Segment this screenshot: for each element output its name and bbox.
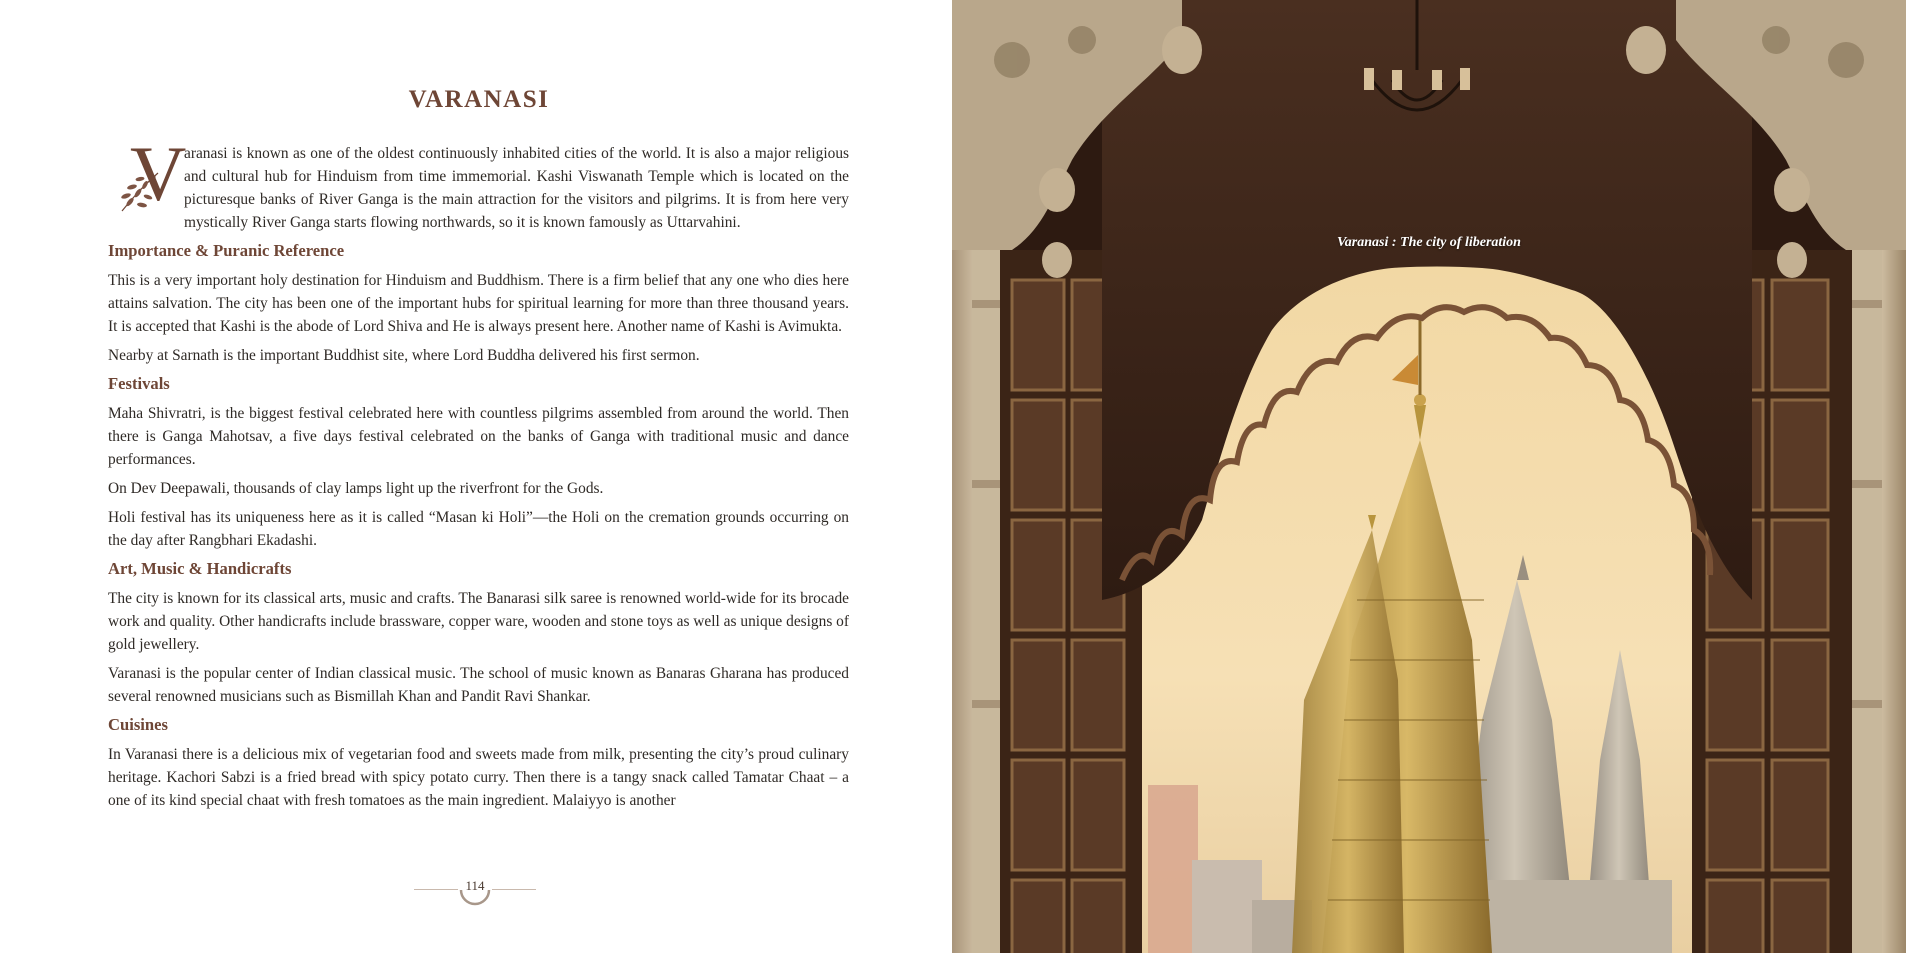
paragraph: Maha Shivratri, is the biggest festival celebrated here with countless pilgrims assembled from around the world. Then there is Ganga Mahotsav, a five days festival celebrated on the banks of Ganga with traditional music and dance performances.: [108, 405, 849, 468]
page-title: VARANASI: [408, 86, 550, 113]
page-number: 114: [465, 878, 485, 893]
paragraph: Varanasi is the popular center of Indian classical music. The school of music known as Banaras Gharana has produced several renowned musicians such as Bismillah Khan and Pandit Ravi Shankar.: [108, 665, 849, 705]
intro-text: aranasi is known as one of the oldest continuously inhabited cities of the world. It is also a major religious and cultural hub for Hinduism from time immemorial. Kashi Viswanath Temple which is located on the picturesque banks of River Ganga is the main attraction for the visitors and pilgrims. It is from here very mystically River Ganga starts flowing northwards, so it is known famously as Uttarvahini.: [184, 145, 849, 231]
paragraph: Nearby at Sarnath is the important Buddhist site, where Lord Buddha delivered his first sermon.: [108, 347, 700, 364]
section-heading-art-music: Art, Music & Handicrafts: [108, 559, 292, 578]
paragraph: This is a very important holy destination for Hinduism and Buddhism. There is a firm belief that any one who dies here attains salvation. The city has been one of the important hubs for spiritual learning for more than three thousand years. It is accepted that Kashi is the abode of Lord Shiva and He is always present here. Another name of Kashi is Avimukta.: [108, 272, 849, 335]
section-heading-importance: Importance & Puranic Reference: [108, 241, 345, 260]
page-folio: [414, 874, 536, 908]
paragraph: Holi festival has its uniqueness here as it is called “Masan ki Holi”—the Holi on the cremation grounds occurring on the day after Rangbhari Ekadashi.: [108, 509, 849, 549]
paragraph: The city is known for its classical arts, music and crafts. The Banarasi silk saree is renowned world-wide for its brocade work and quality. Other handicrafts include brassware, copper ware, wooden and stone toys as well as unique designs of gold jewellery.: [108, 590, 849, 653]
drop-cap-letter: V: [130, 130, 187, 217]
right-page-photo: [952, 0, 1906, 953]
paragraph: In Varanasi there is a delicious mix of vegetarian food and sweets made from milk, presenting the city’s proud culinary heritage. Kachori Sabzi is a fried bread with spicy potato curry. Then there is a tangy snack called Tamatar Chaat – a one of its kind special chaat with fresh tomatoes as the main ingredient. Malaiyyo is another: [108, 746, 849, 809]
section-heading-cuisines: Cuisines: [108, 715, 168, 734]
article-body: [108, 130, 849, 818]
paragraph: On Dev Deepawali, thousands of clay lamps light up the riverfront for the Gods.: [108, 480, 604, 497]
intro-paragraph: [108, 130, 849, 234]
temple-archway-photo: [952, 0, 1906, 953]
drop-cap: [108, 130, 187, 217]
left-page: [0, 0, 952, 953]
photo-caption: Varanasi : The city of liberation: [1337, 235, 1521, 250]
section-heading-festivals: Festivals: [108, 374, 170, 393]
